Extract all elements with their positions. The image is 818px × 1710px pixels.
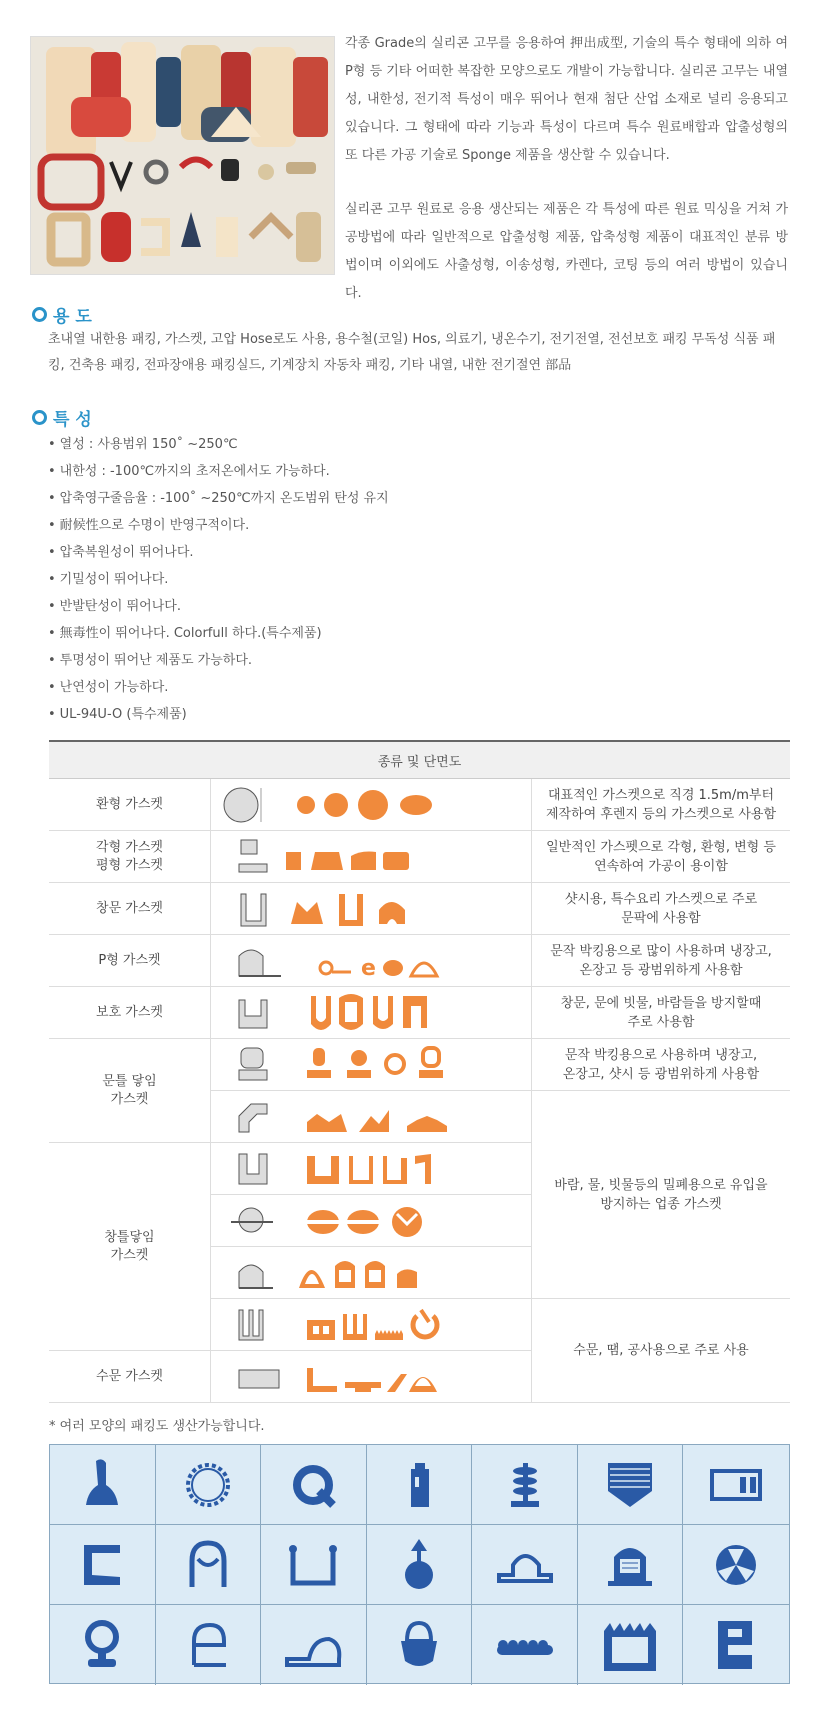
features-heading: [32, 405, 92, 430]
arched-frame-icon: [600, 1535, 660, 1595]
protect-profiles-figure: [211, 987, 532, 1039]
svg-text:e: e: [361, 955, 376, 981]
shape-cell: [261, 1605, 367, 1685]
type-name: 창틀닿임 가스켓: [49, 1143, 211, 1351]
e-block-icon: [706, 1615, 766, 1675]
round-profiles-figure: [211, 779, 532, 831]
finned-shape-icon: [495, 1455, 555, 1515]
type-name: 창문 가스켓: [49, 883, 211, 935]
circle-bullet-icon: [32, 410, 47, 425]
feature-item: • UL-94U-O (특수제품): [48, 701, 389, 728]
shape-cell: [683, 1445, 789, 1525]
shape-cell: [156, 1525, 262, 1605]
omega-profile-icon: [178, 1535, 238, 1595]
shape-cell: [367, 1525, 473, 1605]
p-type-profiles-figure: [211, 935, 532, 987]
u-channel-icon: [283, 1535, 343, 1595]
circle-bullet-icon: [32, 307, 47, 322]
shape-cell: [472, 1525, 578, 1605]
type-description: 바람, 물, 빗물등의 밀폐용으로 유입을 방지하는 업종 가스켓: [532, 1091, 791, 1299]
intro-text: [345, 30, 788, 334]
feature-item: • 난연성이 가능하다.: [48, 674, 389, 701]
product-photo: [30, 36, 335, 275]
shape-cell: [261, 1445, 367, 1525]
type-description: 창문, 문에 빗물, 바람들을 방지할때 주로 사용함: [532, 987, 791, 1039]
type-description: 일반적인 가스펫으로 각형, 환형, 변형 등 연속하여 가공이 용이함: [532, 831, 791, 883]
flat-dome-icon: [283, 1615, 343, 1675]
feature-item: • 압축복원성이 뛰어나다.: [48, 539, 389, 566]
bell-shape-icon: [72, 1455, 132, 1515]
gear-ring-icon: [178, 1455, 238, 1515]
type-name: 환형 가스켓: [49, 779, 211, 831]
feature-item: • 열성 : 사용범위 150˚ ~250℃: [48, 431, 389, 458]
table-row: [49, 831, 790, 883]
serrated-frame-icon: [600, 1615, 660, 1675]
type-description: 대표적인 가스켓으로 직경 1.5m/m부터 제작하여 후렌지 등의 가스켓으로 사용함: [532, 779, 791, 831]
shape-cell: [50, 1525, 156, 1605]
frame-profiles-figure-4: [211, 1299, 532, 1351]
type-description: 수문, 땜, 공사용으로 주로 사용: [532, 1299, 791, 1403]
shape-cell: [472, 1445, 578, 1525]
cap-shape-icon: [389, 1615, 449, 1675]
feature-item: • 耐候性으로 수명이 반영구적이다.: [48, 512, 389, 539]
feature-item: • 無毒性이 뛰어나다. Colorfull 하다.(특수제품): [48, 620, 389, 647]
shape-cell: [578, 1605, 684, 1685]
type-description: 문작 박킹용으로 많이 사용하며 냉장고, 온장고 등 광범위하게 사용함: [532, 935, 791, 987]
window-profiles-figure: [211, 883, 532, 935]
packing-shapes-grid: [49, 1444, 790, 1684]
shape-cell: [50, 1605, 156, 1685]
feature-item: • 투명성이 뛰어난 제품도 가능하다.: [48, 647, 389, 674]
shape-cell: [578, 1525, 684, 1605]
uses-text: 초내열 내한용 패킹, 가스켓, 고압 Hose로도 사용, 용수철(코일) Hos, 의료기, 냉온수기, 전기전열, 전선보호 패킹 무독성 식품 패킹, 건축용 패킹, 전파장애용 패킹실드, 기계장치 자동차 패킹, 기타 내열, 내한 전기절연 部品: [48, 332, 776, 373]
box-profile-icon: [706, 1455, 766, 1515]
square-profiles-figure: [211, 831, 532, 883]
shape-cell: [367, 1605, 473, 1685]
type-name: 보호 가스켓: [49, 987, 211, 1039]
shape-cell: [50, 1445, 156, 1525]
shape-cell: [261, 1525, 367, 1605]
table-row: [49, 935, 790, 987]
uses-heading: [32, 302, 92, 327]
features-list: [48, 431, 389, 728]
features-title: 특 성: [53, 410, 92, 430]
q-ring-icon: [283, 1455, 343, 1515]
striped-shield-icon: [600, 1455, 660, 1515]
door-profiles-figure-2: [211, 1091, 532, 1143]
type-name: 각형 가스켓 평형 가스켓: [49, 831, 211, 883]
type-description: 샷시용, 특수요리 가스켓으로 주로 문팍에 사용함: [532, 883, 791, 935]
feature-item: • 내한성 : -100℃까지의 초저온에서도 가능하다.: [48, 458, 389, 485]
table-row: [49, 1039, 790, 1091]
battery-shape-icon: [389, 1455, 449, 1515]
shape-cell: [367, 1445, 473, 1525]
production-note: * 여러 모양의 패킹도 생산가능합니다.: [49, 1419, 265, 1434]
shape-cell: [578, 1445, 684, 1525]
dome-profile-icon: [495, 1535, 555, 1595]
type-name: 문틀 닿임 가스켓: [49, 1039, 211, 1143]
type-name: 수문 가스켓: [49, 1351, 211, 1403]
fan-shape-icon: [706, 1535, 766, 1595]
feature-item: • 기밀성이 뛰어나다.: [48, 566, 389, 593]
shape-cell: [156, 1445, 262, 1525]
frame-profiles-figure-2: [211, 1195, 532, 1247]
type-name: P형 가스켓: [49, 935, 211, 987]
keyhole-shape-icon: [72, 1615, 132, 1675]
door-profiles-figure-1: [211, 1039, 532, 1091]
table-row: [49, 883, 790, 935]
table-row: [49, 987, 790, 1039]
angle-profile-icon: [72, 1535, 132, 1595]
shape-cell: [156, 1605, 262, 1685]
table-header: 종류 및 단면도: [49, 741, 790, 779]
shape-cell: [683, 1525, 789, 1605]
table-row: [49, 779, 790, 831]
frame-profiles-figure-1: [211, 1143, 532, 1195]
frame-profiles-figure-3: [211, 1247, 532, 1299]
intro-paragraph-2: 실리콘 고무 원료로 응용 생산되는 제품은 각 특성에 따른 원료 믹싱을 거쳐 가공방법에 따라 일반적으로 압출성형 제품, 압축성형 제품이 대표적인 분류 방법이며 이외에도 사출성형, 이송성형, 카렌다, 코팅 등의 여러 방법이 있습니다.: [345, 202, 788, 301]
type-description: 문작 박킹용으로 사용하며 냉장고, 온장고, 샷시 등 광범위하게 사용함: [532, 1039, 791, 1091]
uses-title: 용 도: [53, 307, 92, 327]
shape-cell: [683, 1605, 789, 1685]
feature-item: • 압축영구줄음율 : -100˚ ~250℃까지 온도범위 탄성 유지: [48, 485, 389, 512]
intro-paragraph-1: 각종 Grade의 실리콘 고무를 응용하여 押出成型, 기술의 특수 형태에 의하 여 P형 등 기타 어떠한 복잡한 모양으로도 개발이 가능합니다. 실리콘 고무는 내열성, 내한성, 전기적 특성이 매우 뛰어나 현재 첨단 산업 소재로 널리 응용되고 있습니다. 그 형태에 따라 기능과 특성이 다르며 특수 원료배합과 압출성형의 또 다른 가공 기술로 Sponge 제품을 생산할 수 있습니다.: [345, 36, 788, 163]
water-profiles-figure: [211, 1351, 532, 1403]
feature-item: • 반발탄성이 뛰어나다.: [48, 593, 389, 620]
beaded-strip-icon: [495, 1615, 555, 1675]
shape-cell: [472, 1605, 578, 1685]
bulb-shape-icon: [389, 1535, 449, 1595]
e-profile-icon: [178, 1615, 238, 1675]
gasket-types-table: [49, 740, 790, 1403]
